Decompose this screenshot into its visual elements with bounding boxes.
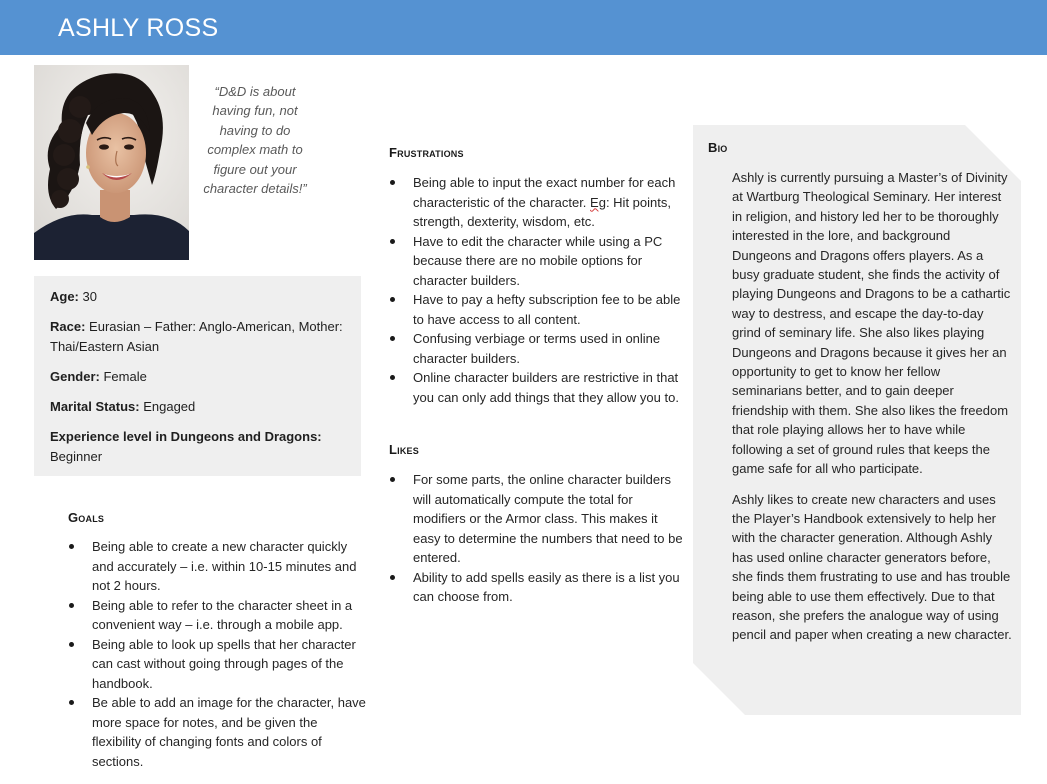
- likes-list: [389, 470, 684, 607]
- goal-item: Being able to create a new character quickly and accurately – i.e. within 10-15 minutes and not 2 hours.: [68, 537, 368, 596]
- goals-section: [68, 510, 368, 771]
- bio-panel: [693, 125, 1021, 715]
- bio-paragraph: Ashly likes to create new characters and uses the Player’s Handbook extensively to help her with the character generation. Although Ashly has used online character generators before, she finds them frustrating to use and has trouble being able to use them effectively. Due to that reason, she prefers the analogue way of using pencil and paper when creating a new character.: [732, 491, 1012, 643]
- details-panel: [34, 276, 361, 476]
- bio-paragraph: Ashly is currently pursuing a Master’s of Divinity at Wartburg Theological Seminary. Her interest in religion, and history led her to be thoroughly interested in the lore, and background Dungeons and Dragons offers players. As a busy graduate student, she finds the activity of playing Dungeons and Dragons to be a cathartic way to destress, and escape the day-to-day grind of seminary life. She also likes playing Dungeons and Dragons because it gives her an opportunity to get to know her fellow seminarians better, and to gain deeper friendship with them. She also likes the freedom that role playing allows her to have while following a set of ground rules that keeps the game safe for all who participate.: [732, 170, 1011, 477]
- likes-heading: Likes: [389, 442, 419, 457]
- bio-text: [732, 168, 1012, 645]
- persona-name: ASHLY ROSS: [58, 14, 219, 42]
- frustrations-heading: Frustrations: [389, 145, 464, 160]
- frustration-item: Have to pay a hefty subscription fee to be able to have access to all content.: [389, 290, 684, 329]
- detail-gender: Gender: Female: [50, 369, 147, 384]
- frustration-item: Confusing verbiage or terms used in online character builders.: [389, 329, 684, 368]
- detail-experience-level: Experience level in Dungeons and Dragons: Beginner: [50, 429, 322, 464]
- goal-item: Being able to refer to the character sheet in a convenient way – i.e. through a mobile app.: [68, 596, 368, 635]
- goals-list: [68, 537, 368, 771]
- detail-marital-status: Marital Status: Engaged: [50, 399, 196, 414]
- persona-quote: “D&D is about having fun, not having to do complex math to figure out your character details!”: [203, 84, 307, 197]
- header-banner: [0, 0, 1047, 55]
- goals-heading: Goals: [68, 510, 105, 525]
- frustration-item: Online character builders are restrictive in that you can only add things that they allow you to.: [389, 368, 684, 407]
- detail-race: Race: Eurasian – Father: Anglo-American, Mother: Thai/Eastern Asian: [50, 319, 343, 354]
- bio-heading: Bio: [708, 140, 728, 155]
- spellcheck-flagged-word: Eg: [590, 194, 606, 210]
- goal-item: Be able to add an image for the character, have more space for notes, and be given the flexibility of changing fonts and colors of sections.: [68, 693, 368, 771]
- frustrations-list: [389, 173, 684, 407]
- goal-item: Being able to look up spells that her character can cast without going through pages of the handbook.: [68, 635, 368, 694]
- like-item: For some parts, the online character builders will automatically compute the total for modifiers or the Armor class. This makes it easy to determine the numbers that need to be entered.: [389, 470, 684, 568]
- portrait-image: [34, 65, 189, 260]
- frustrations-section: [389, 145, 684, 407]
- like-item: Ability to add spells easily as there is a list you can choose from.: [389, 568, 684, 607]
- frustration-item: Have to edit the character while using a PC because there are no mobile options for character builders.: [389, 232, 684, 291]
- persona-photo: [34, 65, 189, 260]
- detail-age: Age: 30: [50, 289, 97, 304]
- likes-section: [389, 442, 684, 607]
- frustration-item: Being able to input the exact number for each characteristic of the character. Eg: Hit points, strength, dexterity, wisdom, etc.: [389, 173, 684, 232]
